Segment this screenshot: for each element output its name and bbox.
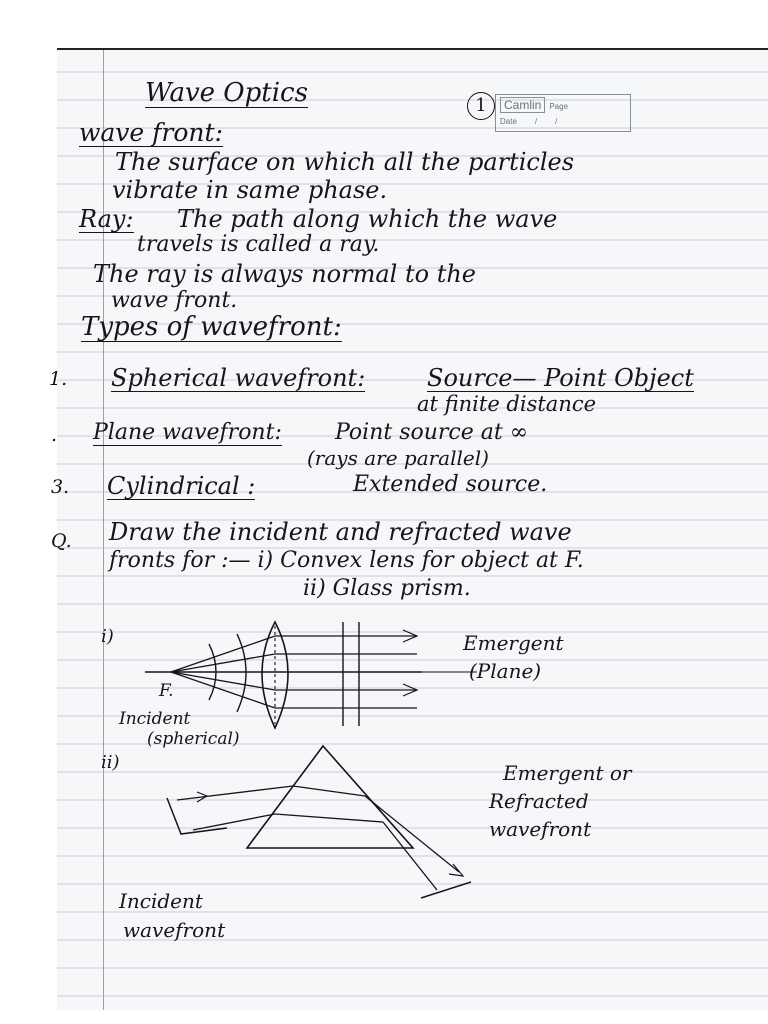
- lens-emergent-label: Emergent: [463, 631, 564, 655]
- date-separator: /: [534, 117, 538, 126]
- question-line-3: ii) Glass prism.: [303, 576, 471, 601]
- incident-ray: [171, 654, 275, 672]
- page-label: Page: [549, 102, 569, 111]
- question-line-2: fronts for :— i) Convex lens for object at F.: [109, 548, 584, 573]
- focus-label: F.: [159, 681, 174, 701]
- type-spherical-desc-2: at finite distance: [417, 392, 597, 416]
- ray-normal-line-1: The ray is always normal to the: [93, 260, 477, 288]
- glass-prism: [247, 746, 413, 848]
- type-cylindrical-name: Cylindrical :: [107, 472, 256, 500]
- wavefront-heading: wave front:: [79, 118, 223, 147]
- notebook-brand: Camlin: [500, 97, 545, 113]
- wavefront-definition-line-2: vibrate in same phase.: [112, 176, 388, 204]
- prism-wavefront-label: wavefront: [489, 817, 592, 841]
- lens-incident-type: (spherical): [147, 729, 240, 749]
- type-number: .: [51, 424, 58, 446]
- type-plane-desc-1: Point source at ∞: [335, 420, 529, 445]
- type-spherical-name: Spherical wavefront:: [111, 364, 366, 392]
- page-title: Wave Optics: [145, 78, 308, 108]
- incident-ray: [171, 672, 275, 690]
- ray-heading: Ray:: [79, 205, 134, 233]
- date-separator: /: [555, 117, 558, 126]
- ray-normal-line-2: wave front.: [111, 288, 238, 313]
- type-number: 3.: [51, 476, 70, 498]
- prism-diagram: [97, 740, 697, 920]
- notebook-page: [49, 48, 768, 1010]
- prism-refracted-label: Refracted: [489, 789, 589, 813]
- incident-ray: [171, 636, 275, 672]
- lens-diagram-label: i): [101, 626, 114, 647]
- incident-ray: [177, 786, 293, 800]
- incident-spherical-wavefront: [237, 634, 246, 712]
- incident-ray: [171, 672, 275, 708]
- page-number-circle: 1: [467, 92, 495, 120]
- type-cylindrical-desc-1: Extended source.: [353, 472, 548, 497]
- ray-definition-line-1: The path along which the wave: [177, 205, 558, 233]
- ray-definition-line-2: travels is called a ray.: [137, 232, 380, 257]
- notebook-header-box: [495, 94, 631, 132]
- question-line-1: Draw the incident and refracted wave: [109, 518, 572, 546]
- refracted-ray: [293, 786, 365, 796]
- type-spherical-desc-1: Source— Point Object: [427, 364, 694, 392]
- prism-diagram-label: ii): [101, 752, 120, 773]
- prism-incident-label: Incident: [119, 889, 203, 913]
- type-plane-desc-2: (rays are parallel): [307, 446, 489, 470]
- date-label: Date: [500, 117, 517, 126]
- type-number: 1.: [49, 368, 68, 390]
- emergent-wavefront-shape: [421, 882, 471, 898]
- wavefront-definition-line-1: The surface on which all the particles: [115, 148, 575, 176]
- lens-incident-label: Incident: [119, 709, 191, 729]
- prism-emergent-label: Emergent or: [503, 761, 632, 785]
- lens-emergent-type: (Plane): [469, 659, 542, 683]
- types-heading: Types of wavefront:: [81, 312, 342, 342]
- type-plane-name: Plane wavefront:: [93, 420, 282, 445]
- emergent-ray: [365, 796, 459, 872]
- prism-incident-wavefront-label: wavefront: [123, 918, 226, 942]
- question-number: Q.: [51, 530, 72, 552]
- refracted-ray: [275, 814, 383, 822]
